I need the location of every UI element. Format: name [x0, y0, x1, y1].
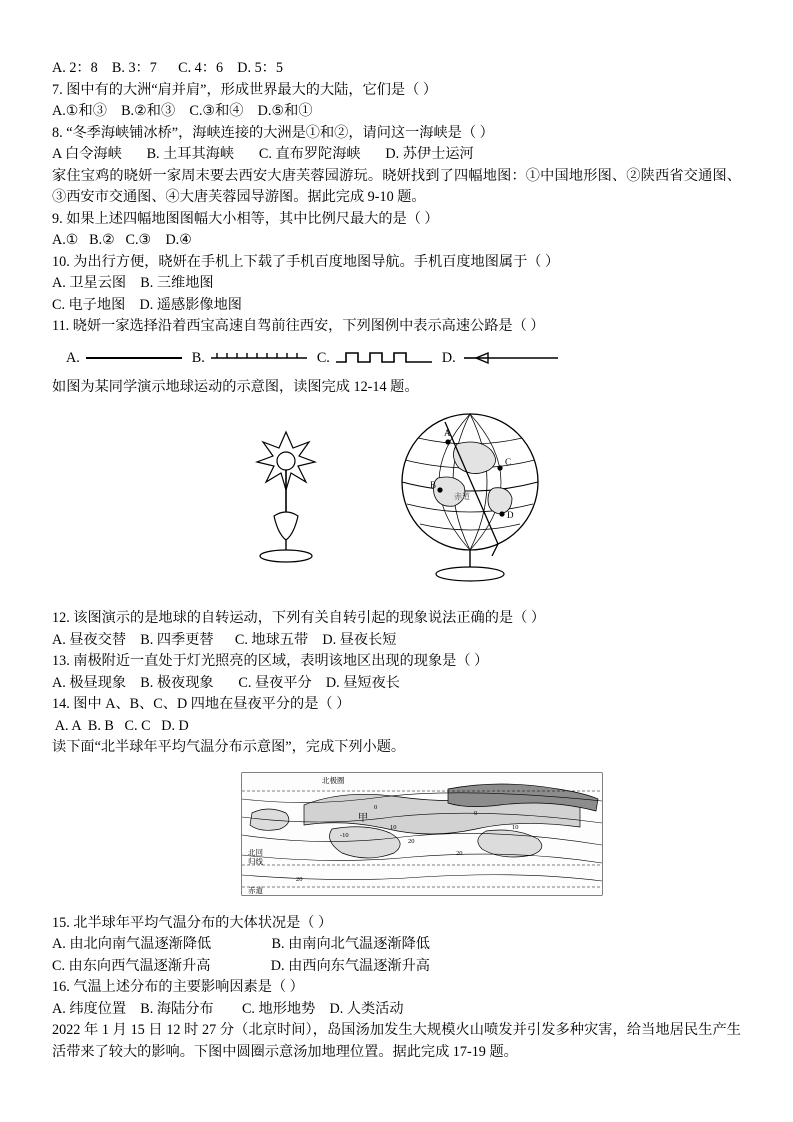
lamp-icon	[257, 432, 315, 562]
square-wave-line-icon	[336, 350, 432, 366]
svg-text:赤道: 赤道	[248, 885, 263, 895]
passage-9-10: 家住宝鸡的晓妍一家周末要去西安大唐芙蓉园游玩。晓妍找到了四幅地图：①中国地形图、②陕西省交通图、③西安市交通图、④大唐芙蓉园导游图。据此完成 9-10 题。	[52, 167, 741, 205]
point-marker-d	[499, 511, 504, 516]
solid-line-icon	[86, 353, 182, 363]
question-9-options: A.① B.② C.③ D.④	[52, 232, 192, 248]
question-6-options: A. 2：8 B. 3：7 C. 4：6 D. 5：5	[52, 60, 283, 76]
question-13-stem: 13. 南极附近一直处于灯光照亮的区域，表明该地区出现的现象是（ ）	[52, 653, 489, 669]
legend-option-c-label: C.	[316, 349, 330, 366]
question-14-stem: 14. 图中 A、B、C、D 四地在昼夜平分的是（ ）	[52, 696, 351, 712]
question-8-stem: 8. “冬季海峡铺冰桥”，海峡连接的大洲是①和②，请问这一海峡是（ ）	[52, 124, 494, 141]
question-15-options-cd: C. 由东向西气温逐渐升高 D. 由西向东气温逐渐升高	[52, 957, 430, 974]
svg-text:C: C	[505, 457, 512, 467]
question-10-options-ab: A. 卫星云图 B. 三维地图	[52, 275, 214, 291]
question-12-options: A. 昼夜交替 B. 四季更替 C. 地球五带 D. 昼夜长短	[52, 631, 397, 648]
passage-17-19: 2022 年 1 月 15 日 12 时 27 分（北京时间），岛国汤加发生大规模火山喷发并引发多种灾害，给当地居民生产生活带来了较大的影响。下图中圆圈示意汤加地理位置。据此完成 17-19 题。	[52, 1022, 741, 1060]
legend-option-a	[66, 350, 182, 367]
legend-option-d-label: D.	[441, 349, 456, 366]
point-marker-c	[497, 465, 502, 470]
passage-12-14: 如图为某同学演示地球运动的示意图，读图完成 12-14 题。	[52, 378, 419, 395]
earth-rotation-figure	[52, 404, 741, 604]
point-marker-a	[445, 439, 450, 444]
legend-option-b	[192, 350, 307, 367]
legend-option-d	[442, 350, 558, 367]
temperature-map-figure	[52, 769, 741, 907]
passage-15-16: 读下面“北半球年平均气温分布示意图”，完成下列小题。	[52, 739, 406, 755]
svg-text:20: 20	[296, 875, 303, 883]
svg-text:A: A	[444, 428, 451, 438]
question-10-options-cd: C. 电子地图 D. 遥感影像地图	[52, 296, 242, 313]
svg-text:0: 0	[374, 803, 378, 811]
svg-text:北极圈: 北极圈	[322, 775, 345, 785]
question-14-options: A. A B. B C. C D. D	[52, 717, 189, 734]
question-16-stem: 16. 气温上述分布的主要影响因素是（ ）	[52, 979, 304, 995]
svg-text:甲: 甲	[358, 812, 368, 824]
svg-text:-10: -10	[340, 831, 349, 839]
svg-text:0: 0	[474, 809, 478, 817]
globe-icon	[402, 414, 538, 581]
question-11-stem: 11. 晓妍一家选择沿着西宝高速自驾前往西安，下列图例中表示高速公路是（ ）	[52, 318, 545, 334]
svg-text:B: B	[430, 480, 437, 490]
svg-text:20: 20	[408, 837, 415, 845]
point-marker-b	[437, 487, 442, 492]
svg-text:北回: 北回	[248, 847, 263, 857]
arrow-line-icon	[462, 351, 558, 365]
question-12-stem: 12. 该图演示的是地球的自转运动，下列有关自转引起的现象说法正确的是（ ）	[52, 610, 546, 626]
question-10-stem: 10. 为出行方便，晓妍在手机上下载了手机百度地图导航。手机百度地图属于（ ）	[52, 253, 560, 270]
svg-text:20: 20	[456, 849, 463, 857]
svg-text:归线: 归线	[248, 856, 263, 866]
legend-option-b-label: B.	[191, 349, 205, 366]
svg-text:赤道: 赤道	[454, 492, 470, 501]
svg-text:D: D	[507, 510, 514, 520]
railway-line-icon	[211, 351, 307, 365]
question-9-stem: 9. 如果上述四幅地图图幅大小相等，其中比例尺最大的是（ ）	[52, 210, 439, 227]
question-8-options: A 白令海峡 B. 土耳其海峡 C. 直布罗陀海峡 D. 苏伊士运河	[52, 146, 474, 162]
legend-option-a-label: A.	[66, 349, 80, 366]
question-15-options-ab: A. 由北向南气温逐渐降低 B. 由南向北气温逐渐降低	[52, 936, 430, 952]
question-7-options: A.①和③ B.②和③ C.③和④ D.⑤和①	[52, 103, 313, 119]
svg-text:10: 10	[390, 823, 397, 831]
question-16-options: A. 纬度位置 B. 海陆分布 C. 地形地势 D. 人类活动	[52, 1000, 404, 1017]
legend-option-c	[317, 350, 432, 367]
question-13-options: A. 极昼现象 B. 极夜现象 C. 昼夜平分 D. 昼短夜长	[52, 674, 400, 691]
question-11-legend-options	[52, 350, 741, 367]
question-7-stem: 7. 图中有的大洲“肩并肩”，形成世界最大的大陆，它们是（ ）	[52, 81, 438, 98]
question-15-stem: 15. 北半球年平均气温分布的大体状况是（ ）	[52, 914, 333, 931]
svg-text:10: 10	[512, 823, 519, 831]
